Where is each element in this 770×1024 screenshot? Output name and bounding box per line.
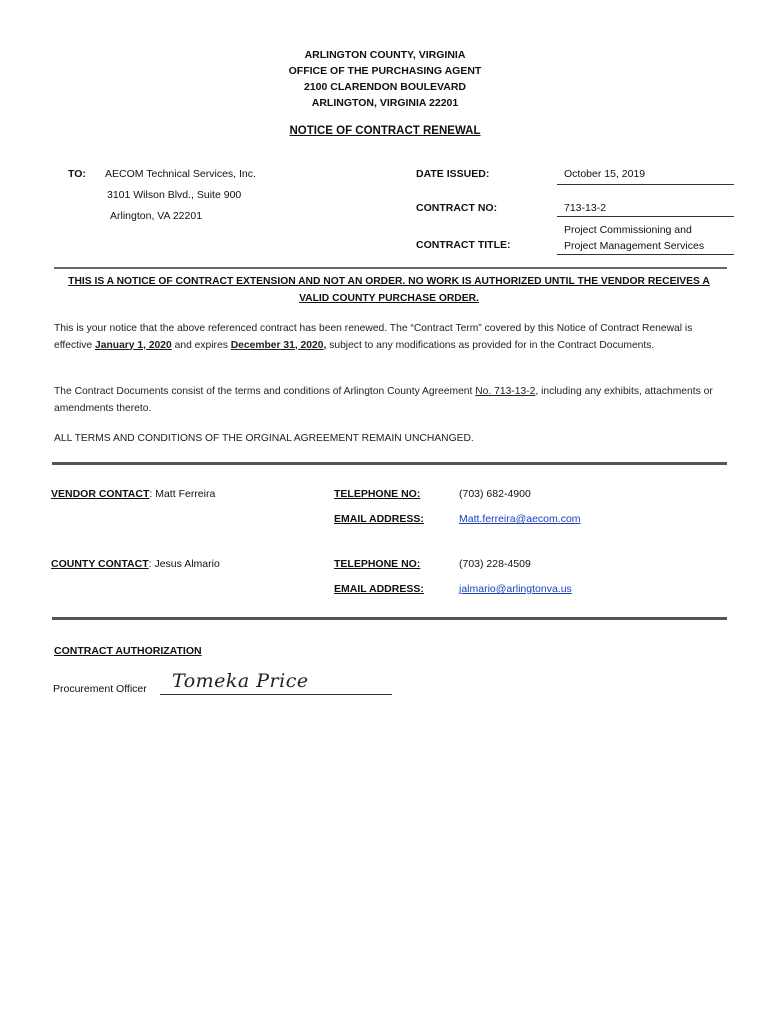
vendor-contact <box>51 488 215 500</box>
paragraph-text: This is your notice that the above referenced contract has been renewed. The “Contract Term” covered by this Notice of Contract Renewal is effective <box>54 323 693 351</box>
signature-line <box>160 694 392 695</box>
contract-title-underline <box>557 254 734 255</box>
agreement-number: No. 713-13-2 <box>475 386 536 397</box>
county-email-link[interactable]: jalmario@arlingtonva.us <box>459 583 572 595</box>
vendor-phone-value: (703) 682-4900 <box>459 488 531 500</box>
procurement-officer-label: Procurement Officer <box>53 683 147 695</box>
county-phone-value: (703) 228-4509 <box>459 558 531 570</box>
notice-banner <box>54 273 724 307</box>
letterhead-line: OFFICE OF THE PURCHASING AGENT <box>288 65 482 77</box>
county-contact <box>51 558 220 570</box>
notice-line: THIS IS A NOTICE OF CONTRACT EXTENSION AND NOT AN ORDER. NO WORK IS AUTHORIZED UNTIL THE VENDOR RECEIVES A <box>68 276 710 287</box>
terms-paragraph: ALL TERMS AND CONDITIONS OF THE ORGINAL AGREEMENT REMAIN UNCHANGED. <box>54 433 474 444</box>
vendor-contact-name: : Matt Ferreira <box>149 488 216 500</box>
contacts-divider-top <box>52 462 727 465</box>
authorization-heading: CONTRACT AUTHORIZATION <box>54 645 202 657</box>
vendor-phone-label: TELEPHONE NO: <box>334 488 421 500</box>
contract-title-line1: Project Commissioning and <box>564 224 692 236</box>
county-phone-label: TELEPHONE NO: <box>334 558 421 570</box>
contract-no-label: CONTRACT NO: <box>416 202 498 214</box>
paragraph-text: subject to any modifications as provided for in the Contract Documents. <box>326 339 655 351</box>
letterhead-line: ARLINGTON COUNTY, VIRGINIA <box>304 49 466 61</box>
county-email-label: EMAIL ADDRESS: <box>334 583 424 595</box>
vendor-email-link[interactable]: Matt.ferreira@aecom.com <box>459 513 581 525</box>
letterhead-line: 2100 CLARENDON BOULEVARD <box>304 81 466 93</box>
contract-title-line2: Project Management Services <box>564 240 705 252</box>
date-underline <box>557 184 734 185</box>
vendor-email-label: EMAIL ADDRESS: <box>334 513 424 525</box>
contract-title-label: CONTRACT TITLE: <box>416 239 511 251</box>
vendor-name: AECOM Technical Services, Inc. <box>105 168 256 180</box>
paragraph-text: , including any exhibits, attachments or amendments thereto. <box>54 386 713 414</box>
documents-paragraph <box>54 384 724 417</box>
contract-no-value: 713-13-2 <box>564 202 607 214</box>
renewal-paragraph <box>54 321 724 354</box>
paragraph-text: and expires <box>171 339 231 351</box>
start-date: January 1, 2020 <box>95 339 172 351</box>
county-contact-label: COUNTY CONTACT <box>51 558 149 570</box>
county-contact-name: : Jesus Almario <box>148 558 220 570</box>
vendor-contact-label: VENDOR CONTACT <box>51 488 150 500</box>
to-label: TO: <box>68 168 86 180</box>
section-divider <box>54 267 727 269</box>
vendor-address-line2: Arlington, VA 22201 <box>110 210 203 222</box>
letterhead-line: ARLINGTON, VIRGINIA 22201 <box>311 97 459 109</box>
contacts-divider-bottom <box>52 617 727 620</box>
end-date: December 31, 2020, <box>230 339 327 351</box>
notice-line: VALID COUNTY PURCHASE ORDER. <box>299 293 479 304</box>
paragraph-text: The Contract Documents consist of the terms and conditions of Arlington County Agreement <box>54 386 476 397</box>
vendor-address-line1: 3101 Wilson Blvd., Suite 900 <box>107 189 242 201</box>
signature: Tomeka Price <box>172 670 309 692</box>
date-issued-label: DATE ISSUED: <box>416 168 490 180</box>
letterhead <box>0 47 770 111</box>
contract-no-underline <box>557 216 734 217</box>
page-title: NOTICE OF CONTRACT RENEWAL <box>289 125 481 137</box>
date-issued-value: October 15, 2019 <box>564 168 646 180</box>
